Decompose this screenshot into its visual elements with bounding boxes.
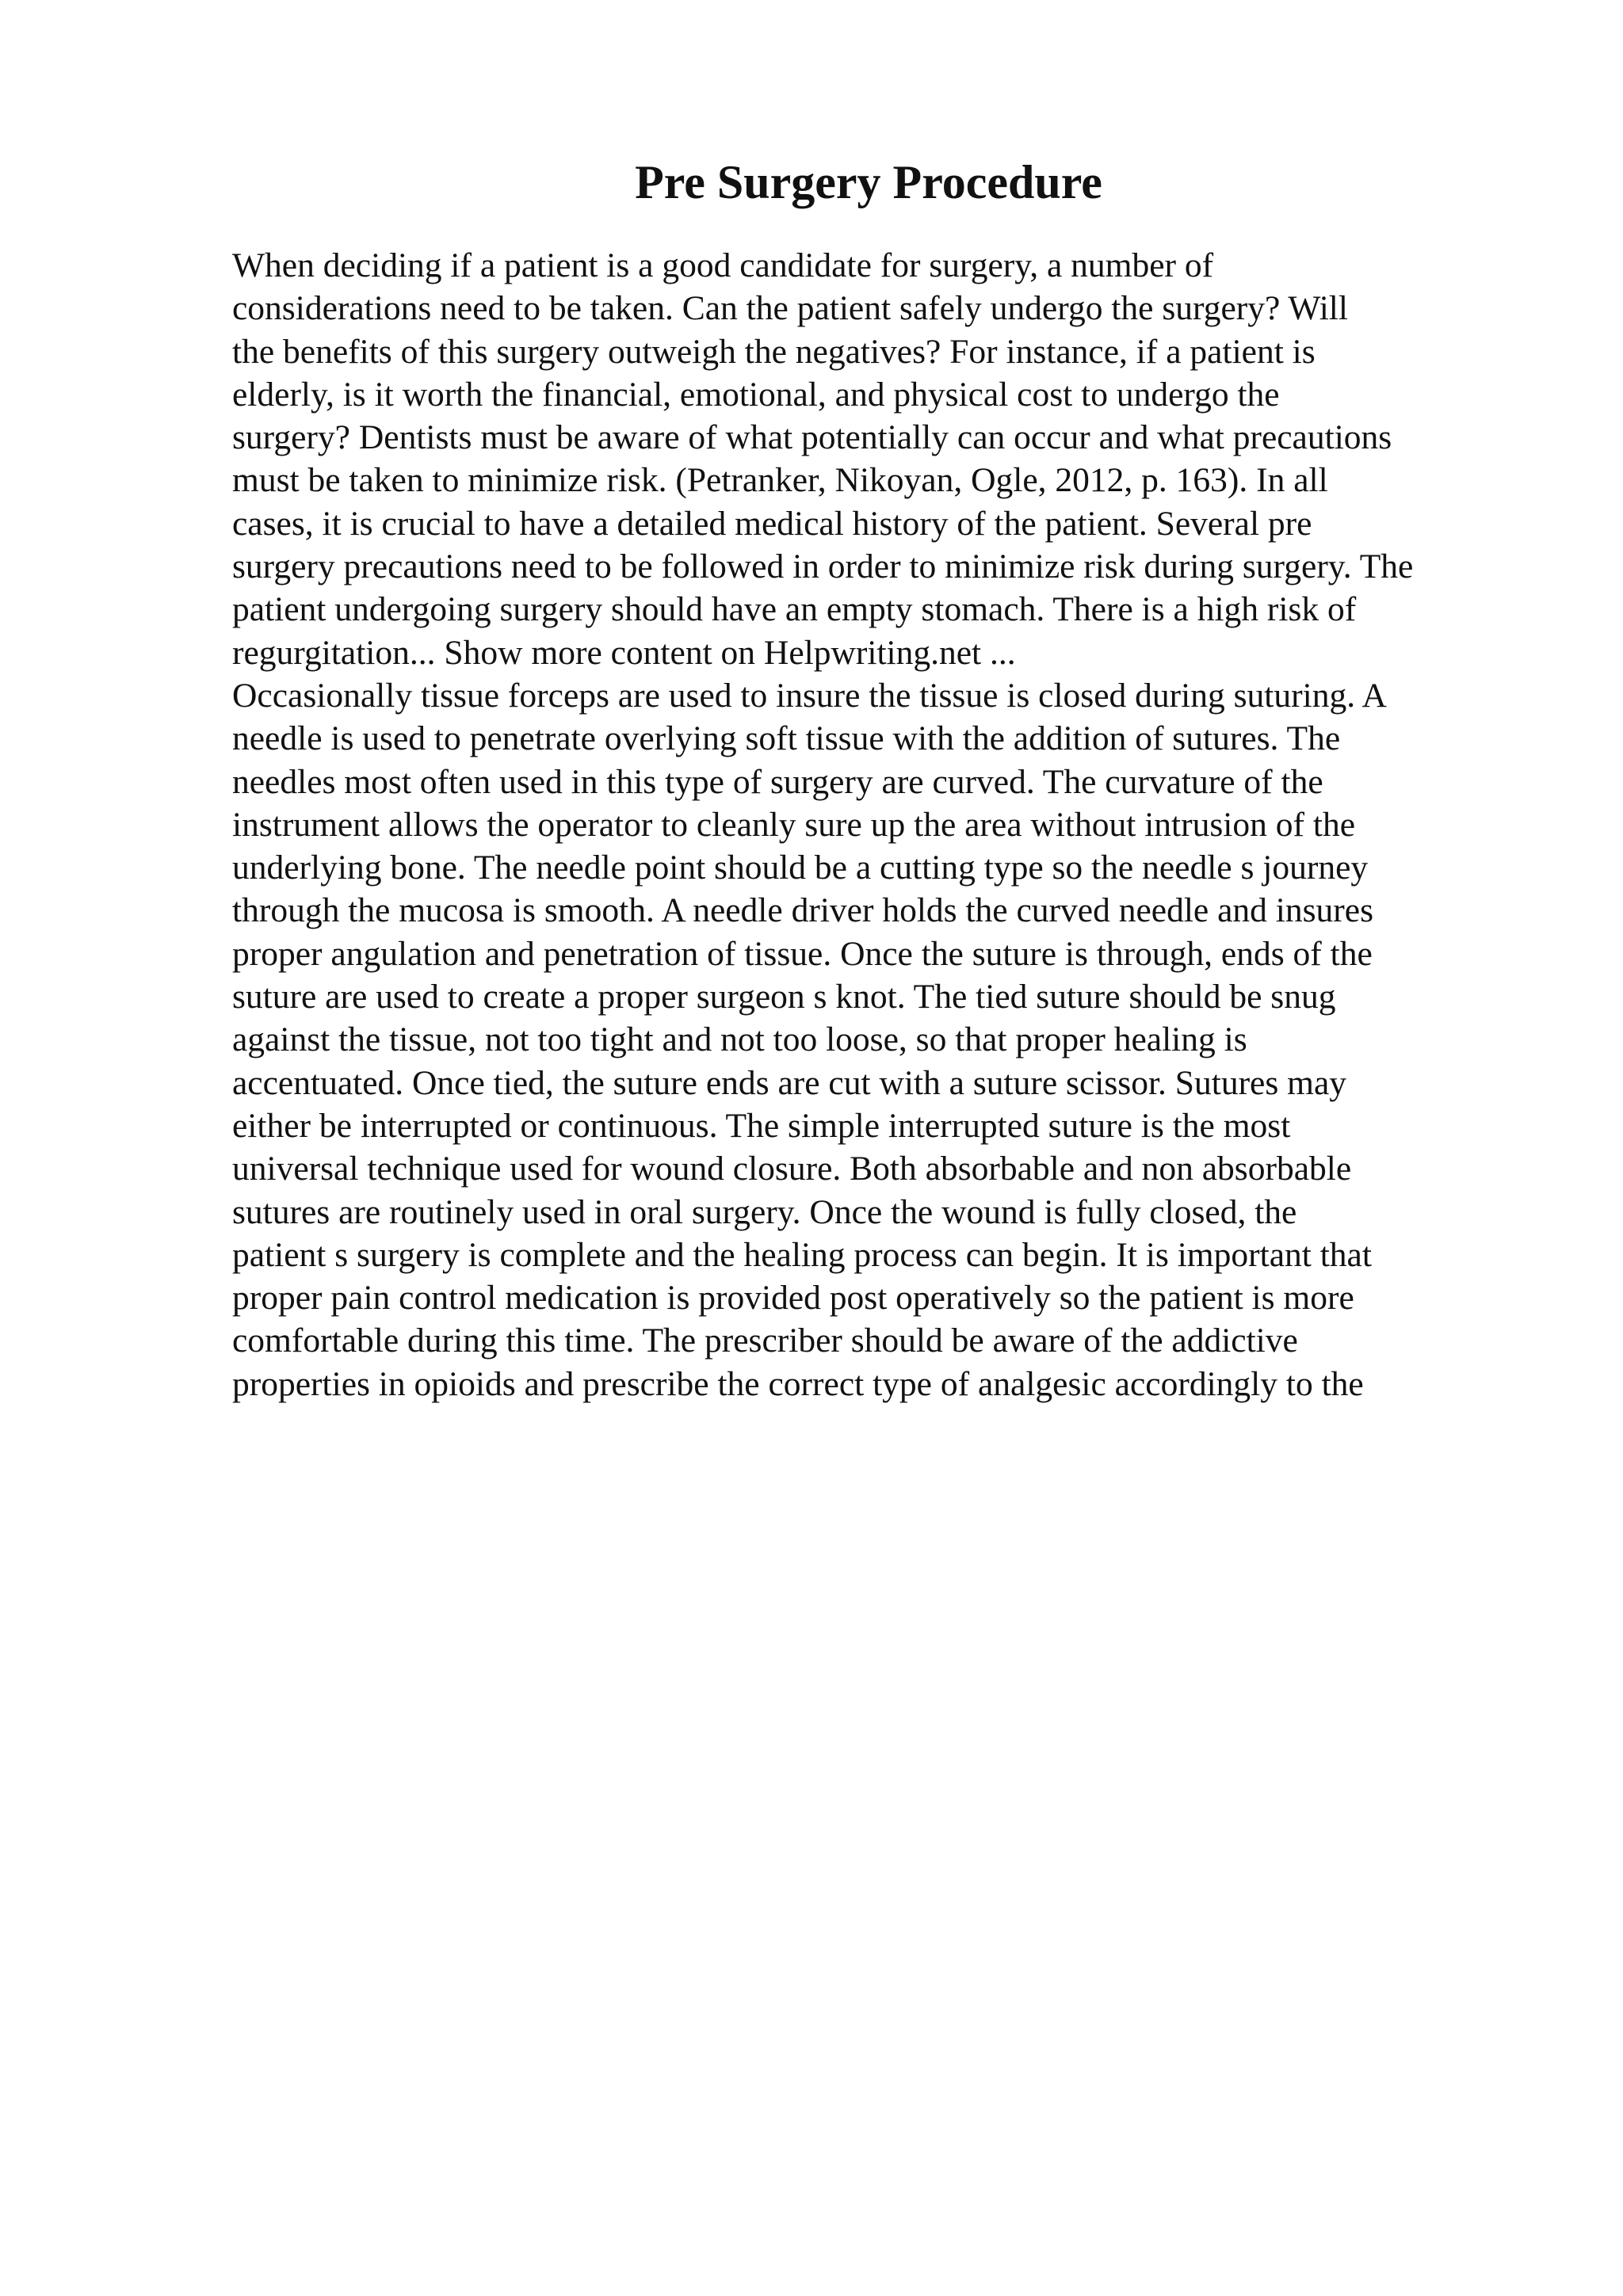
document-title: Pre Surgery Procedure xyxy=(635,156,1102,208)
text-line: properties in opioids and prescribe the correct type of analgesic accordingly to the xyxy=(232,1364,1364,1403)
text-line: surgery precautions need to be followed in order to minimize risk during surgery. The xyxy=(232,547,1414,586)
paragraph-2 xyxy=(232,674,1595,1405)
text-line: against the tissue, not too tight and not too loose, so that proper healing is xyxy=(232,1020,1247,1059)
text-line: Occasionally tissue forceps are used to insure the tissue is closed during suturing. A xyxy=(232,676,1387,715)
text-line: through the mucosa is smooth. A needle driver holds the curved needle and insures xyxy=(232,891,1374,930)
text-line: comfortable during this time. The prescriber should be aware of the addictive xyxy=(232,1322,1298,1360)
text-line: sutures are routinely used in oral surgery. Once the wound is fully closed, the xyxy=(232,1192,1297,1231)
text-line: needles most often used in this type of surgery are curved. The curvature of the xyxy=(232,762,1323,801)
text-line: cases, it is crucial to have a detailed medical history of the patient. Several pre xyxy=(232,504,1312,543)
paragraph-1 xyxy=(232,244,1595,674)
text-line: patient s surgery is complete and the healing process can begin. It is important that xyxy=(232,1235,1372,1274)
document-body xyxy=(232,244,1595,1405)
text-line: accentuated. Once tied, the suture ends are cut with a suture scissor. Sutures may xyxy=(232,1063,1347,1102)
text-line: must be taken to minimize risk. (Petranker, Nikoyan, Ogle, 2012, p. 163). In all xyxy=(232,461,1328,500)
text-line: underlying bone. The needle point should be a cutting type so the needle s journey xyxy=(232,849,1369,887)
text-line: the benefits of this surgery outweigh the negatives? For instance, if a patient is xyxy=(232,332,1316,371)
text-line: When deciding if a patient is a good candidate for surgery, a number of xyxy=(232,246,1214,284)
text-line: needle is used to penetrate overlying soft tissue with the addition of sutures. The xyxy=(232,719,1341,758)
text-line: instrument allows the operator to cleanly sure up the area without intrusion of the xyxy=(232,805,1355,844)
text-line: surgery? Dentists must be aware of what potentially can occur and what precautions xyxy=(232,418,1392,457)
text-line: patient undergoing surgery should have an empty stomach. There is a high risk of xyxy=(232,590,1357,629)
text-line: universal technique used for wound closure. Both absorbable and non absorbable xyxy=(232,1150,1352,1188)
text-line: proper pain control medication is provided post operatively so the patient is more xyxy=(232,1279,1354,1318)
text-line: regurgitation... Show more content on Helpwriting.net ... xyxy=(232,633,1016,672)
text-line: either be interrupted or continuous. The simple interrupted suture is the most xyxy=(232,1106,1291,1145)
text-line: suture are used to create a proper surgeon s knot. The tied suture should be snug xyxy=(232,978,1336,1016)
text-line: elderly, is it worth the financial, emotional, and physical cost to undergo the xyxy=(232,375,1280,414)
text-line: considerations need to be taken. Can the patient safely undergo the surgery? Will xyxy=(232,289,1348,328)
text-line: proper angulation and penetration of tissue. Once the suture is through, ends of the xyxy=(232,934,1373,973)
